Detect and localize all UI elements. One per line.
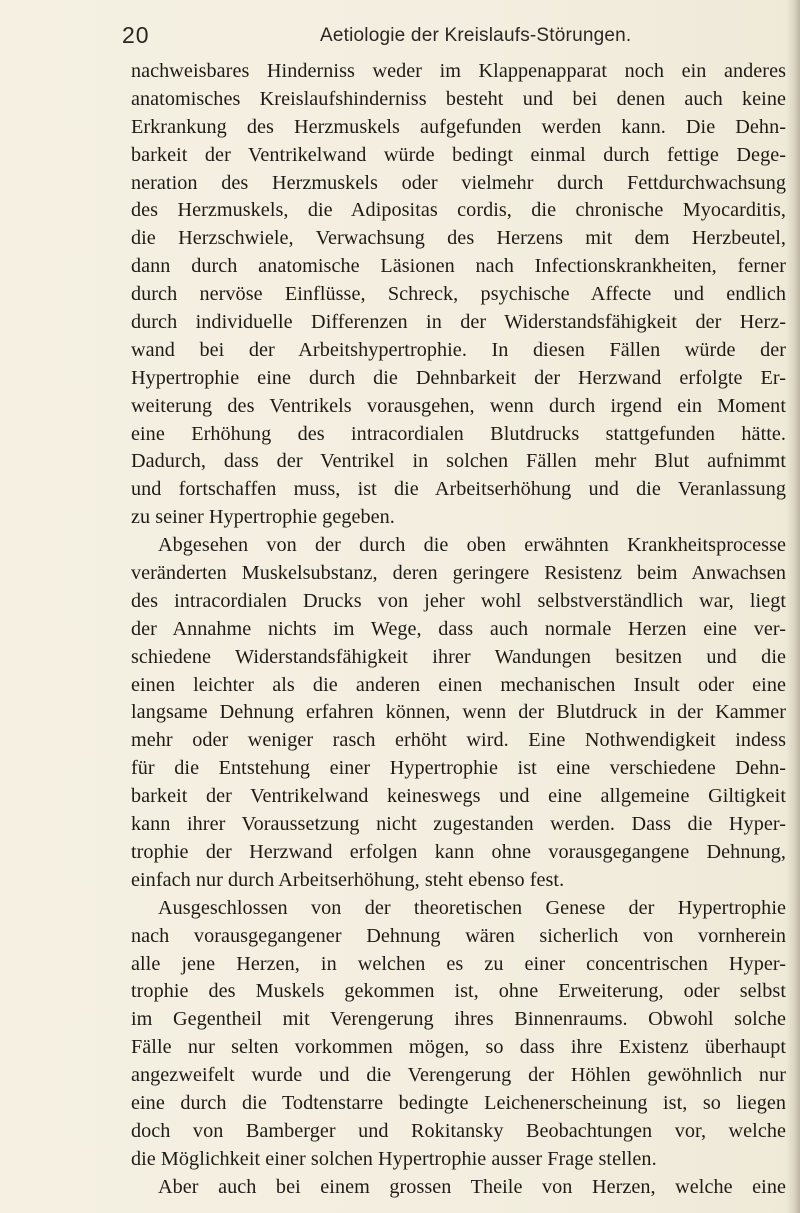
text-line: durch nervöse Einflüsse, Schreck, psychische Affecte und endlich <box>131 283 786 306</box>
text-line: trophie des Muskels gekommen ist, ohne Erweiterung, oder selbst <box>131 980 786 1003</box>
page-number: 20 <box>122 22 150 48</box>
text-line: Erkrankung des Herzmuskels aufgefunden werden kann. Die Dehn- <box>131 115 786 138</box>
paragraph <box>131 58 786 532</box>
paragraph <box>131 532 786 895</box>
text-line: im Gegentheil mit Verengerung ihres Binnenraums. Obwohl solche <box>131 1008 786 1031</box>
text-line: eine Erhöhung des intracordialen Blutdrucks stattgefunden hätte. <box>131 422 786 445</box>
text-line: Hypertrophie eine durch die Dehnbarkeit der Herzwand erfolgte Er- <box>131 366 786 389</box>
text-line: des intracordialen Drucks von jeher wohl selbstverständlich war, liegt <box>131 589 786 612</box>
text-line: eine durch die Todtenstarre bedingte Leichenerscheinung ist, so liegen <box>131 1091 786 1114</box>
text-line: barkeit der Ventrikelwand keineswegs und eine allgemeine Giltigkeit <box>131 785 786 808</box>
text-line: veränderten Muskelsubstanz, deren geringere Resistenz beim Anwachsen <box>131 562 786 585</box>
text-line: schiedene Widerstandsfähigkeit ihrer Wandungen besitzen und die <box>131 645 786 668</box>
text-line: doch von Bamberger und Rokitansky Beobachtungen vor, welche <box>131 1119 786 1142</box>
text-line: dann durch anatomische Läsionen nach Infectionskrankheiten, ferner <box>131 255 786 278</box>
text-line: der Annahme nichts im Wege, dass auch normale Herzen eine ver- <box>131 617 786 640</box>
text-line: durch individuelle Differenzen in der Widerstandsfähigkeit der Herz- <box>131 311 786 334</box>
text-line: wand bei der Arbeitshypertrophie. In diesen Fällen würde der <box>131 338 786 361</box>
text-line: alle jene Herzen, in welchen es zu einer concentrischen Hyper- <box>131 952 786 975</box>
text-line: neration des Herzmuskels oder vielmehr durch Fettdurchwachsung <box>131 171 786 194</box>
text-line: des Herzmuskels, die Adipositas cordis, die chronische Myocarditis, <box>131 199 786 222</box>
page-header <box>0 22 800 62</box>
body-text <box>131 58 786 1202</box>
text-line: weiterung des Ventrikels vorausgehen, wenn durch irgend ein Moment <box>131 394 786 417</box>
text-line: nachweisbares Hinderniss weder im Klappenapparat noch ein anderes <box>131 60 786 82</box>
text-line: anatomisches Kreislaufshinderniss besteht und bei denen auch keine <box>131 87 786 110</box>
text-line: Fälle nur selten vorkommen mögen, so dass ihre Existenz überhaupt <box>131 1036 786 1059</box>
text-line: und fortschaffen muss, ist die Arbeitserhöhung und die Veranlassung <box>131 478 786 501</box>
text-line: die Herzschwiele, Verwachsung des Herzens mit dem Herzbeutel, <box>131 227 786 250</box>
text-line: angezweifelt wurde und die Verengerung der Höhlen gewöhnlich nur <box>131 1064 786 1087</box>
text-line: kann ihrer Voraussetzung nicht zugestanden werden. Dass die Hyper- <box>131 813 786 836</box>
text-line: einen leichter als die anderen einen mechanischen Insult oder eine <box>131 673 786 696</box>
running-head: Aetiologie der Kreislaufs-Störungen. <box>320 25 632 46</box>
text-line: einfach nur durch Arbeitserhöhung, steht ebenso fest. <box>131 868 565 891</box>
page-edge-shadow <box>786 0 800 1213</box>
text-line: Dadurch, dass der Ventrikel in solchen Fällen mehr Blut aufnimmt <box>131 450 786 473</box>
paragraph <box>131 1174 786 1202</box>
text-line: zu seiner Hypertrophie gegeben. <box>131 506 395 529</box>
text-line: barkeit der Ventrikelwand würde bedingt einmal durch fettige Dege- <box>131 143 786 166</box>
text-line: Ausgeschlossen von der theoretischen Genese der Hypertrophie <box>158 896 786 919</box>
text-line: trophie der Herzwand erfolgen kann ohne vorausgegangene Dehnung, <box>131 840 786 863</box>
text-line: Abgesehen von der durch die oben erwähnten Krankheitsprocesse <box>158 534 786 557</box>
paragraph <box>131 895 786 1174</box>
text-line: für die Entstehung einer Hypertrophie ist eine verschiedene Dehn- <box>131 757 786 780</box>
text-line: nach vorausgegangener Dehnung wären sicherlich von vornherein <box>131 924 786 947</box>
text-line: Aber auch bei einem grossen Theile von Herzen, welche eine <box>158 1175 786 1198</box>
text-line: mehr oder weniger rasch erhöht wird. Eine Nothwendigkeit indess <box>131 729 786 752</box>
text-line: langsame Dehnung erfahren können, wenn der Blutdruck in der Kammer <box>131 701 786 724</box>
text-line: die Möglichkeit einer solchen Hypertrophie ausser Frage stellen. <box>131 1147 657 1170</box>
